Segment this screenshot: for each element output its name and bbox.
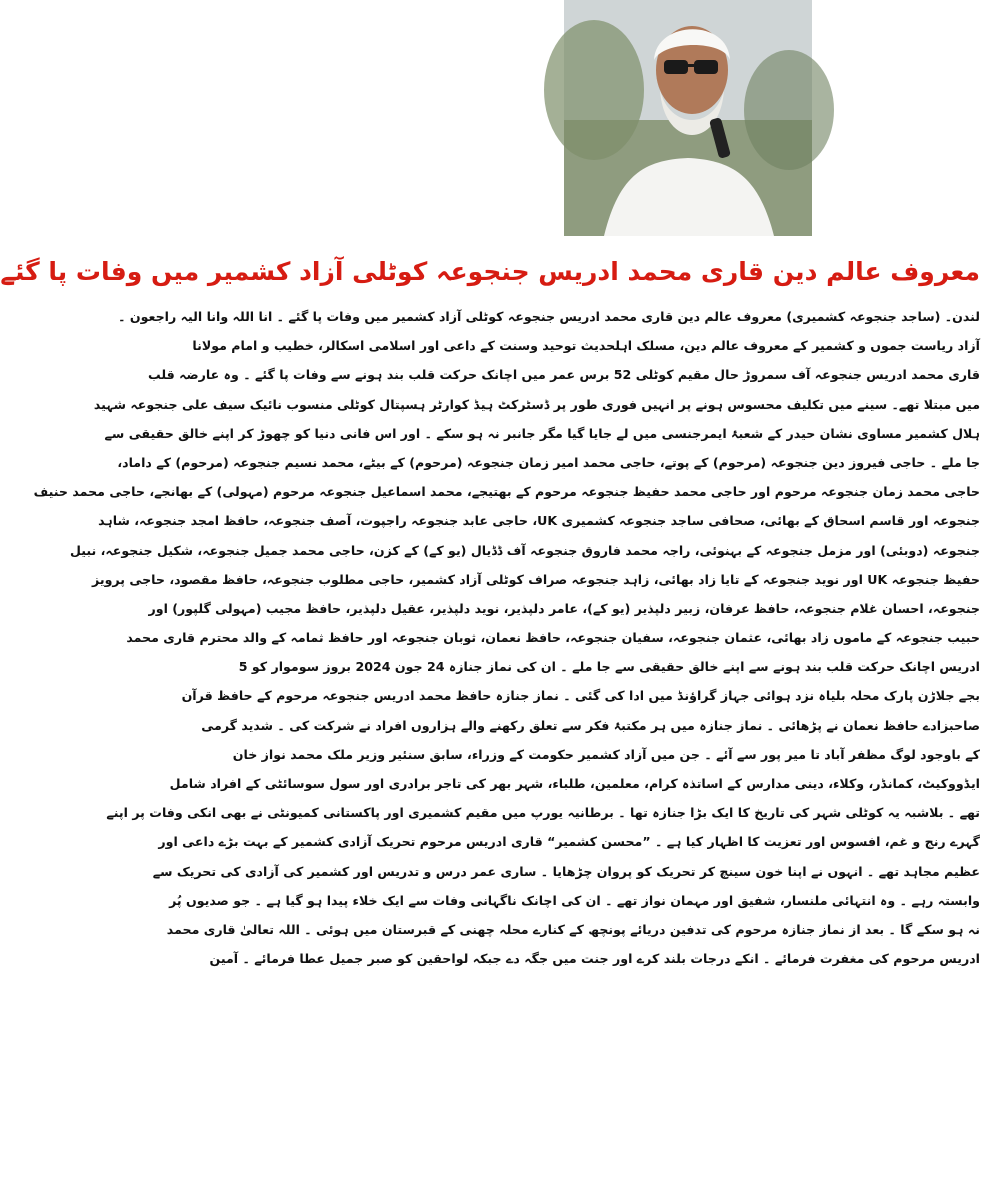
article-line: ایڈووکیٹ، کمانڈر، وکلاء، دینی مدارس کے اساتذہ کرام، معلمین، طلباء، شہر بھر کی تاجر برادری اور سول سوسائٹی کے افراد شامل — [169, 776, 980, 791]
article-line: گہرے رنج و غم، افسوس اور تعزیت کا اظہار کیا ہے ۔ ”محسن کشمیر“ قاری ادریس مرحوم تحریک آزادی کشمیر کے بہت بڑے داعی اور — [158, 834, 980, 850]
article-line: لندن۔ (ساجد جنجوعہ کشمیری) معروف عالم دین قاری محمد ادریس جنجوعہ کوٹلی آزاد کشمیر میں وفات پا گئے ۔ انا اللہ وانا الیہ راجعون ۔ — [118, 309, 980, 324]
article-line: کے باوجود لوگ مظفر آباد تا میر پور سے آئے ۔ جن میں آزاد کشمیر حکومت کے وزراء، سابق سنئیر وزیر ملک محمد نواز خان — [232, 746, 980, 762]
article-line: حبیب جنجوعہ کے ماموں زاد بھائی، عثمان جنجوعہ، سفیان جنجوعہ، حافظ نعمان، ثوبان جنجوعہ اور حافظ ثمامہ کے والد محترم قاری محمد — [126, 630, 980, 646]
article-line: تھے ۔ بلاشبہ یہ کوٹلی شہر کی تاریخ کا ایک بڑا جنازہ تھا ۔ برطانیہ یورپ میں مقیم کشمیری اور پاکستانی کمیونٹی نے بھی انکی وفات پر اپنے — [106, 805, 980, 821]
article-line: جنجوعہ (دوبئی) اور مزمل جنجوعہ کے بہنوئی، راجہ محمد فاروق جنجوعہ آف ڈڈیال (یو کے) کے کزن، حاجی محمد جمیل جنجوعہ، شکیل جنجوعہ، نبیل — [69, 542, 980, 558]
article-line: ادریس مرحوم کی مغفرت فرمائے ۔ انکے درجات بلند کرے اور جنت میں جگہ دے جبکہ لواحقین کو صبر جمیل عطا فرمائے ۔ آمین — [209, 951, 980, 967]
portrait-illustration — [564, 0, 812, 236]
article-line: حاجی محمد زمان جنجوعہ مرحوم اور حاجی محمد حفیظ جنجوعہ مرحوم کے بھتیجے، محمد اسماعیل جنجوعہ مرحوم (مہولی) کے بھانجے، حاجی محمد حنیف — [33, 484, 980, 500]
article-line: وابستہ رہے ۔ وہ انتہائی ملنسار، شفیق اور مہمان نواز تھے ۔ ان کی اچانک ناگہانی وفات سے ایک خلاء پیدا ہو گیا ہے ۔ جو صدیوں پُر — [169, 892, 980, 908]
article-line: نہ ہو سکے گا ۔ بعد از نماز جنازہ مرحوم کی تدفین دریائے پونچھ کے کنارے محلہ چھنی کے قبرستان میں ہوئی ۔ اللہ تعالیٰ قاری محمد — [166, 921, 980, 937]
article-line: آزاد ریاست جموں و کشمیر کے معروف عالم دین، مسلک اہلحدیث توحید وسنت کے داعی اور اسلامی اسکالر، خطیب و امام مولانا — [192, 338, 980, 354]
article-line: قاری محمد ادریس جنجوعہ آف سمروڑ حال مقیم کوٹلی 52 برس عمر میں اچانک حرکت قلب بند ہونے سے وفات پا گئے ۔ وہ عارضہ قلب — [148, 367, 980, 383]
article-line: جا ملے ۔ حاجی فیروز دین جنجوعہ (مرحوم) کے پوتے، حاجی محمد امیر زمان جنجوعہ (مرحوم) کے بیٹے، محمد نسیم جنجوعہ (مرحوم) کے داماد، — [117, 454, 980, 470]
article-line: میں مبتلا تھے۔ سینے میں تکلیف محسوس ہونے پر انہیں فوری طور پر ڈسٹرکٹ ہیڈ کوارٹر ہسپتال کوٹلی منسوب نائیک سیف علی جنجوعہ شہید — [93, 396, 980, 412]
article-body — [33, 302, 980, 1182]
article-line: جنجوعہ اور قاسم اسحاق کے بھائی، صحافی ساجد جنجوعہ کشمیری UK، حاجی عابد جنجوعہ راجپوت، آصف جنجوعہ، حافظ امجد جنجوعہ، شاہد — [98, 513, 980, 529]
portrait-photo — [564, 0, 812, 236]
article-line: ہلال کشمیر مساوی نشان حیدر کے شعبۂ ایمرجنسی میں لے جایا گیا مگر جانبر نہ ہو سکے ۔ اور اس فانی دنیا کو چھوڑ کر اپنے خالق حقیقی سے — [104, 425, 980, 441]
article-line: حفیظ جنجوعہ UK اور نوید جنجوعہ کے تایا زاد بھائی، زاہد جنجوعہ صراف کوٹلی آزاد کشمیر، حاجی مطلوب جنجوعہ، حافظ مقصود، حاجی پرویز — [92, 571, 980, 587]
article-line: عظیم مجاہد تھے ۔ انہوں نے اپنا خون سینچ کر تحریک کو پروان چڑھایا ۔ ساری عمر درس و تدریس اور کشمیر کی آزادی کی تحریک سے — [152, 863, 980, 879]
headline: معروف عالم دین قاری محمد ادریس جنجوعہ کوٹلی آزاد کشمیر میں وفات پا گئے — [0, 257, 980, 286]
article-line: جنجوعہ، احسان غلام جنجوعہ، حافظ عرفان، زبیر دلپذیر (یو کے)، عامر دلپذیر، نوید دلپذیر، عقیل دلپذیر، حافظ مجیب (مہولی گلپور) اور — [148, 600, 980, 616]
article-line: ادریس اچانک حرکت قلب بند ہونے سے اپنے خالق حقیقی سے جا ملے ۔ ان کی نماز جنازہ 24 جون 2024 بروز سوموار کو 5 — [238, 659, 980, 675]
article-line: بجے جلاڑن پارک محلہ بلیاہ نزد ہوائی جہاز گراؤنڈ میں ادا کی گئی ۔ نماز جنازہ حافظ محمد ادریس جنجوعہ مرحوم کے حافظ قرآن — [181, 688, 980, 704]
article-line: صاحبزادے حافظ نعمان نے پڑھائی ۔ نماز جنازہ میں ہر مکتبۂ فکر سے تعلق رکھنے والے ہزاروں افراد نے شرکت کی ۔ شدید گرمی — [201, 717, 980, 733]
